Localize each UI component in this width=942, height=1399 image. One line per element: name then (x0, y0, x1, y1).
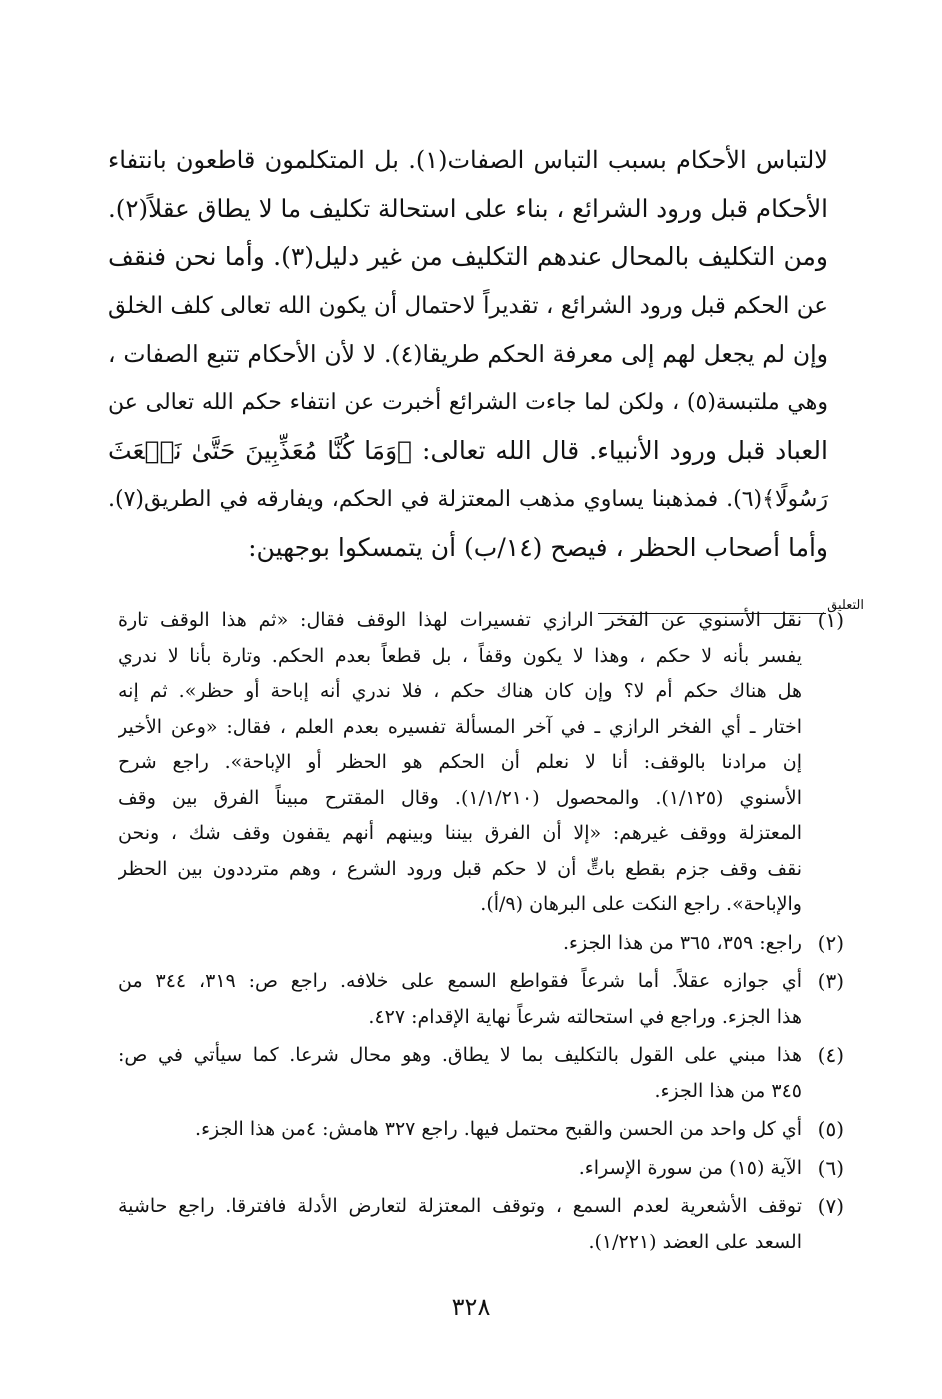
page-number: ٣٢٨ (451, 1293, 491, 1321)
footnote-text (118, 1151, 802, 1187)
main-text-line: وهي ملتبسة(٥) ، ولكن لما جاءت الشرائع أخبرت عن انتفاء حكم الله تعالى عن (108, 389, 828, 415)
footnote-text (118, 1038, 802, 1109)
footnote-number: (٥) (817, 1117, 844, 1141)
footnote-text (118, 964, 802, 1035)
footnote-4 (118, 1038, 844, 1109)
footnote-text (118, 926, 802, 962)
footnote-3 (118, 964, 844, 1035)
main-text-line: عن الحكم قبل ورود الشرائع ، تقديراً لاحتمال أن يكون الله تعالى كلف الخلق (108, 292, 828, 319)
footnote-line: والإباحة». راجع النكت على البرهان (٩/أ). (480, 893, 802, 915)
footnote-line: توقف الأشعرية لعدم السمع ، وتوقف المعتزلة لتعارض الأدلة فافترقا. راجع حاشية (118, 1195, 802, 1217)
footnote-number: (١) (817, 608, 844, 632)
footnote-line: هذا مبني على القول بالتكليف بما لا يطاق. وهو محال شرعا. كما سيأتي في ص: (118, 1044, 802, 1066)
footnote-line: إن مرادنا بالوقف: أنا لا نعلم أن الحكم هو الحظر أو الإباحة». راجع شرح (118, 751, 802, 773)
footnote-number: (٦) (817, 1155, 844, 1180)
footnote-line: ٣٤٥ من هذا الجزء. (654, 1079, 802, 1102)
main-text-line: رَسُولًا﴾(٦). فمذهبنا يساوي مذهب المعتزلة في الحكم، ويفارقه في الطريق(٧). (108, 486, 828, 512)
footnote-text (118, 1112, 802, 1148)
footnote-line: أي كل واحد من الحسن والقبح محتمل فيها. راجع ٣٢٧ هامش: ٤من هذا الجزء. (195, 1118, 802, 1140)
footnote-7 (118, 1189, 844, 1260)
main-text-line: ومن التكليف بالمحال عندهم التكليف من غير دليل(٣). وأما نحن فنقف (108, 242, 828, 271)
main-text (108, 136, 828, 573)
footnote-line: يفسر بأنه لا حكم ، وهذا لا يكون وقفاً ، بل قطعاً بعدم الحكم. وتارة بأنا لا ندري (118, 644, 802, 667)
footnote-line: السعد على العضد (١/٢٢١). (588, 1230, 802, 1253)
footnote-line: أي جوازه عقلاً. أما شرعاً فقواطع السمع على خلافه. راجع ص: ٣١٩، ٣٤٤ من (118, 970, 802, 992)
footnote-1 (118, 603, 844, 923)
footnote-line: نقل الأسنوي عن الفخر الرازي تفسيرات لهذا الوقف فقال: «ثم هذا الوقف تارة (118, 609, 802, 631)
footnote-line: نقف وقف جزم بقطع باتٍّ أن لا حكم قبل ورود الشرع ، وهم مترددون بين الحظر (118, 857, 802, 880)
footnote-number: (٧) (817, 1194, 844, 1218)
footnote-line: المعتزلة ووقف غيرهم: «إلا أن الفرق بيننا وبينهم أنهم يقفون وقف شك ، ونحن (118, 822, 802, 844)
footnote-6 (118, 1151, 844, 1187)
main-text-line: لالتباس الأحكام بسبب التباس الصفات(١). بل المتكلمون قاطعون بانتفاء (108, 146, 828, 174)
footnote-line: الأسنوي (١/١٢٥). والمحصول (١/١/٢١٠). وقال المقترح مبيناً الفرق بين وقف (118, 786, 802, 809)
main-text-line: الأحكام قبل ورود الشرائع ، بناء على استحالة تكليف ما لا يطاق عقلاً(٢). (108, 193, 828, 223)
footnote-text (118, 603, 802, 923)
footnote-line: اختار ـ أي الفخر الرازي ـ في آخر المسألة تفسيره بعدم العلم ، فقال: «وعن الأخير (118, 715, 802, 738)
footnote-line: هذا الجزء. وراجع في استحالته شرعاً نهاية الإقدام: ٤٢٧. (368, 1005, 802, 1028)
footnote-2 (118, 926, 844, 962)
footnote-line: هل هناك حكم أم لا؟ وإن كان هناك حكم ، فلا ندري أنه إباحة أو حظر». ثم إنه (118, 680, 802, 702)
footnote-number: (٣) (817, 969, 844, 993)
footnotes-heading: التعليق (827, 598, 864, 613)
main-text-line-quran-citation: العباد قبل ورود الأنبياء. قال الله تعالى: ﴿وَمَا كُنَّا مُعَذِّبِينَ حَتَّىٰ نَبۡعَثَ (108, 436, 828, 465)
footnote-line: راجع: ٣٥٩، ٣٦٥ من هذا الجزء. (562, 931, 802, 954)
main-text-line: وأما أصحاب الحظر ، فيصح (١٤/ب) أن يتمسكوا بوجهين: (248, 533, 828, 562)
footnote-5 (118, 1112, 844, 1148)
main-text-line: وإن لم يجعل لهم إلى معرفة الحكم طريقا(٤). لا لأن الأحكام تتبع الصفات ، (108, 340, 828, 368)
footnotes (118, 603, 844, 1260)
footnote-line: الآية (١٥) من سورة الإسراء. (578, 1156, 802, 1179)
footnote-text (118, 1189, 802, 1260)
footnote-number: (٢) (817, 930, 844, 955)
footnote-number: (٤) (817, 1043, 844, 1067)
